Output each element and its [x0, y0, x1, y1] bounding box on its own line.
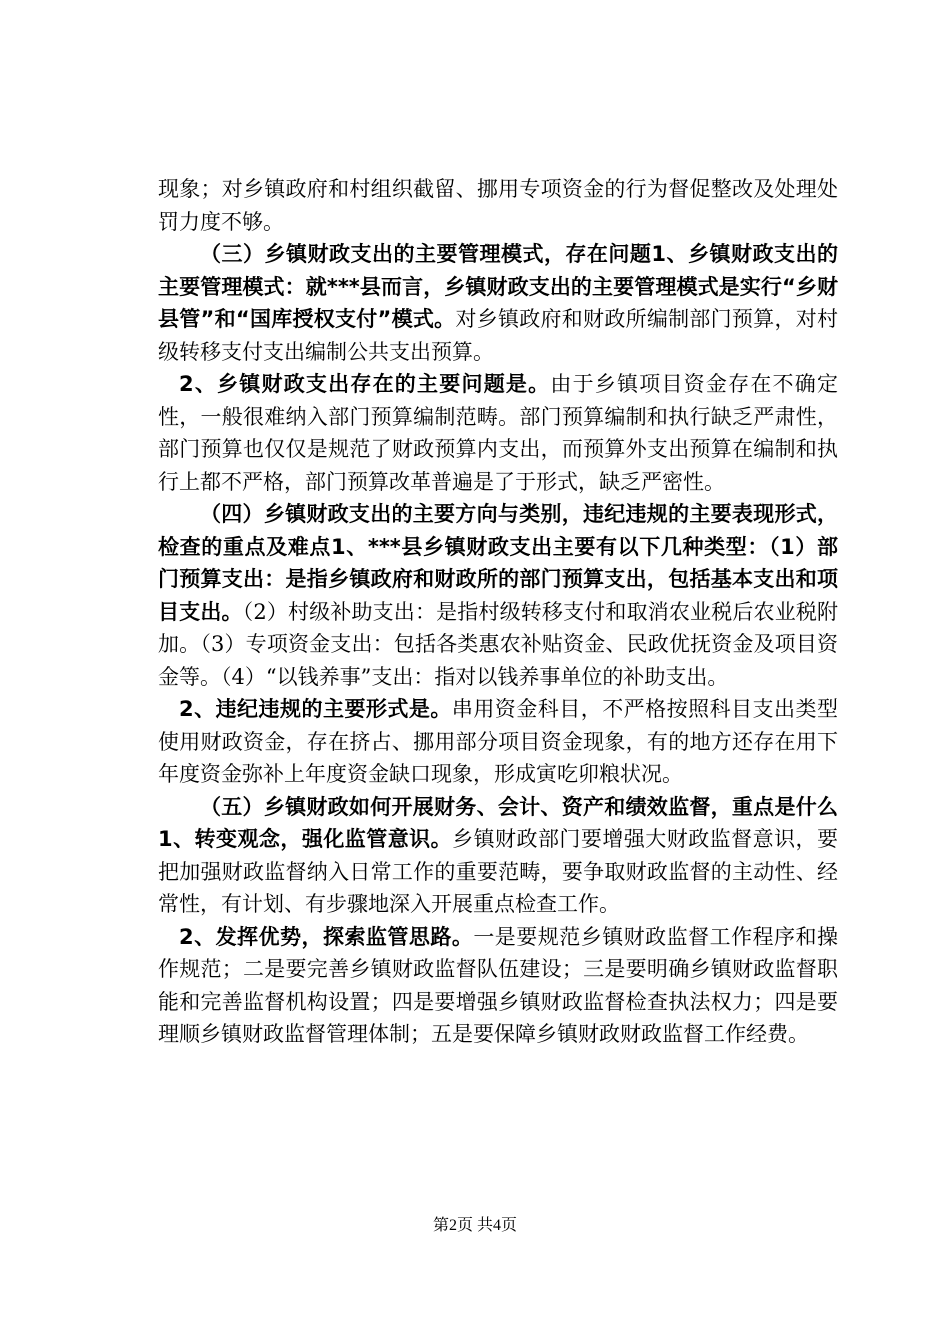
- paragraph-2: [158, 238, 838, 368]
- paragraph-4: [158, 498, 838, 693]
- document-body: [158, 173, 838, 1051]
- page-number: 第2页 共4页: [432, 1217, 517, 1234]
- paragraph-3-heading: 2、乡镇财政支出存在的主要问题是。: [179, 372, 551, 396]
- paragraph-4-heading: （四）乡镇财政支出的主要方向与类别，违纪违规的主要表现形式，检查的重点及难点1、***县乡镇财政支出主要有以下几种类型：（1）部门预算支出：是指乡镇政府和财政所的部门预算支出，包括基本支出和项目支出。: [158, 502, 838, 624]
- paragraph-5-text: 串用资金科目，不严格按照科目支出类型使用财政资金，存在挤占、挪用部分项目资金现象，有的地方还存在用下年度资金弥补上年度资金缺口现象，形成寅吃卯粮状况。: [158, 697, 838, 786]
- page-footer: [0, 1212, 950, 1235]
- paragraph-7-text: 一是要规范乡镇财政监督工作程序和操作规范；二是要完善乡镇财政监督队伍建设；三是要明确乡镇财政监督职能和完善监督机构设置；四是要增强乡镇财政监督检查执法权力；四是要理顺乡镇财政监督管理体制；五是要保障乡镇财政财政监督工作经费。: [158, 924, 838, 1046]
- paragraph-4-text: （2）村级补助支出：是指村级转移支付和取消农业税后农业税附加。（3）专项资金支出：包括各类惠农补贴资金、民政优抚资金及项目资金等。（4）“以钱养事”支出：指对以钱养事单位的补助支出。: [158, 599, 839, 689]
- paragraph-3-text: 由于乡镇项目资金存在不确定性，一般很难纳入部门预算编制范畴。部门预算编制和执行缺乏严肃性，部门预算也仅仅是规范了财政预算内支出，而预算外支出预算在编制和执行上都不严格，部门预算改革普遍是了于形式，缺乏严密性。: [158, 372, 838, 494]
- paragraph-1: [158, 173, 838, 238]
- paragraph-5: [158, 693, 838, 791]
- paragraph-2-text: 对乡镇政府和财政所编制部门预算，对村级转移支付支出编制公共支出预算。: [158, 307, 839, 364]
- paragraph-6-heading: （五）乡镇财政如何开展财务、会计、资产和绩效监督，重点是什么1、转变观念，强化监管意识。: [158, 794, 838, 851]
- paragraph-6-text: 乡镇财政部门要增强大财政监督意识，要把加强财政监督纳入日常工作的重要范畴，要争取财政监督的主动性、经常性，有计划、有步骤地深入开展重点检查工作。: [158, 827, 838, 916]
- paragraph-5-heading: 2、违纪违规的主要形式是。: [179, 697, 452, 721]
- paragraph-6: [158, 791, 838, 921]
- paragraph-3: [158, 368, 838, 498]
- paragraph-7: [158, 921, 838, 1051]
- paragraph-7-heading: 2、发挥优势，探索监管思路。: [179, 924, 474, 949]
- paragraph-1-text: 现象；对乡镇政府和村组织截留、挪用专项资金的行为督促整改及处理处罚力度不够。: [158, 177, 838, 234]
- paragraph-2-heading: （三）乡镇财政支出的主要管理模式，存在问题1、乡镇财政支出的主要管理模式：就***县而言，乡镇财政支出的主要管理模式是实行“乡财县管”和“国库授权支付”模式。: [158, 242, 838, 331]
